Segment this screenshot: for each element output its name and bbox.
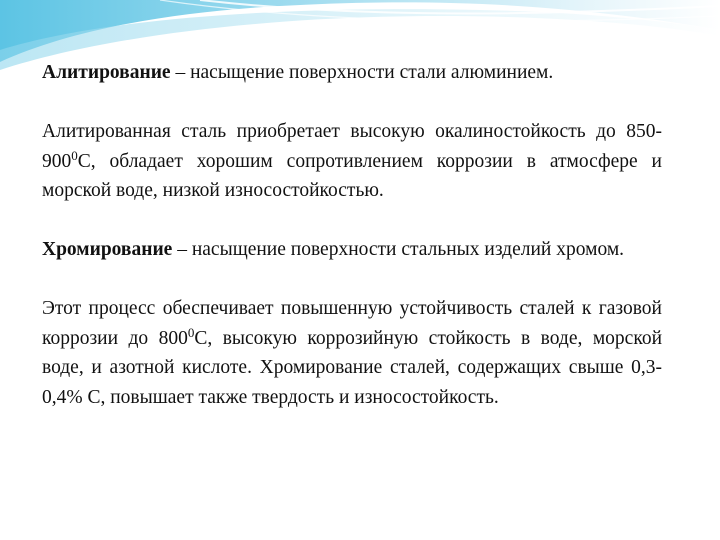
properties-text-part1: Алитированная сталь приобретает высокую окалиностойкость до 850-900 [42,121,662,172]
paragraph-chromizing-properties [42,294,662,412]
term-alitizing: Алитирование [42,62,171,83]
definition-chromizing: – насыщение поверхности стальных изделий хромом. [172,239,625,260]
term-chromizing: Хромирование [42,239,173,260]
paragraph-alitized-steel-properties [42,117,662,206]
degree-superscript: 0 [71,147,78,163]
paragraph-alitizing-definition [42,58,662,88]
properties-text-part2: С, обладает хорошим сопротивлением коррозии в атмосфере и морской воде, низкой износостойкостью. [42,150,662,201]
definition-alitizing: – насыщение поверхности стали алюминием. [170,62,554,83]
degree-superscript: 0 [187,324,195,340]
paragraph-chromizing-definition [42,235,662,265]
chromizing-text-part1: Этот процесс обеспечивает повышенную устойчивость сталей к газовой коррозии до 800 [42,298,662,349]
slide-body [42,58,662,442]
chromizing-text-part2: С, высокую коррозийную стойкость в воде, морской воде, и азотной кислоте. Хромирование сталей, содержащих свыше 0,3-0,4% С, повышает также твердость и износостойкость. [42,327,662,408]
